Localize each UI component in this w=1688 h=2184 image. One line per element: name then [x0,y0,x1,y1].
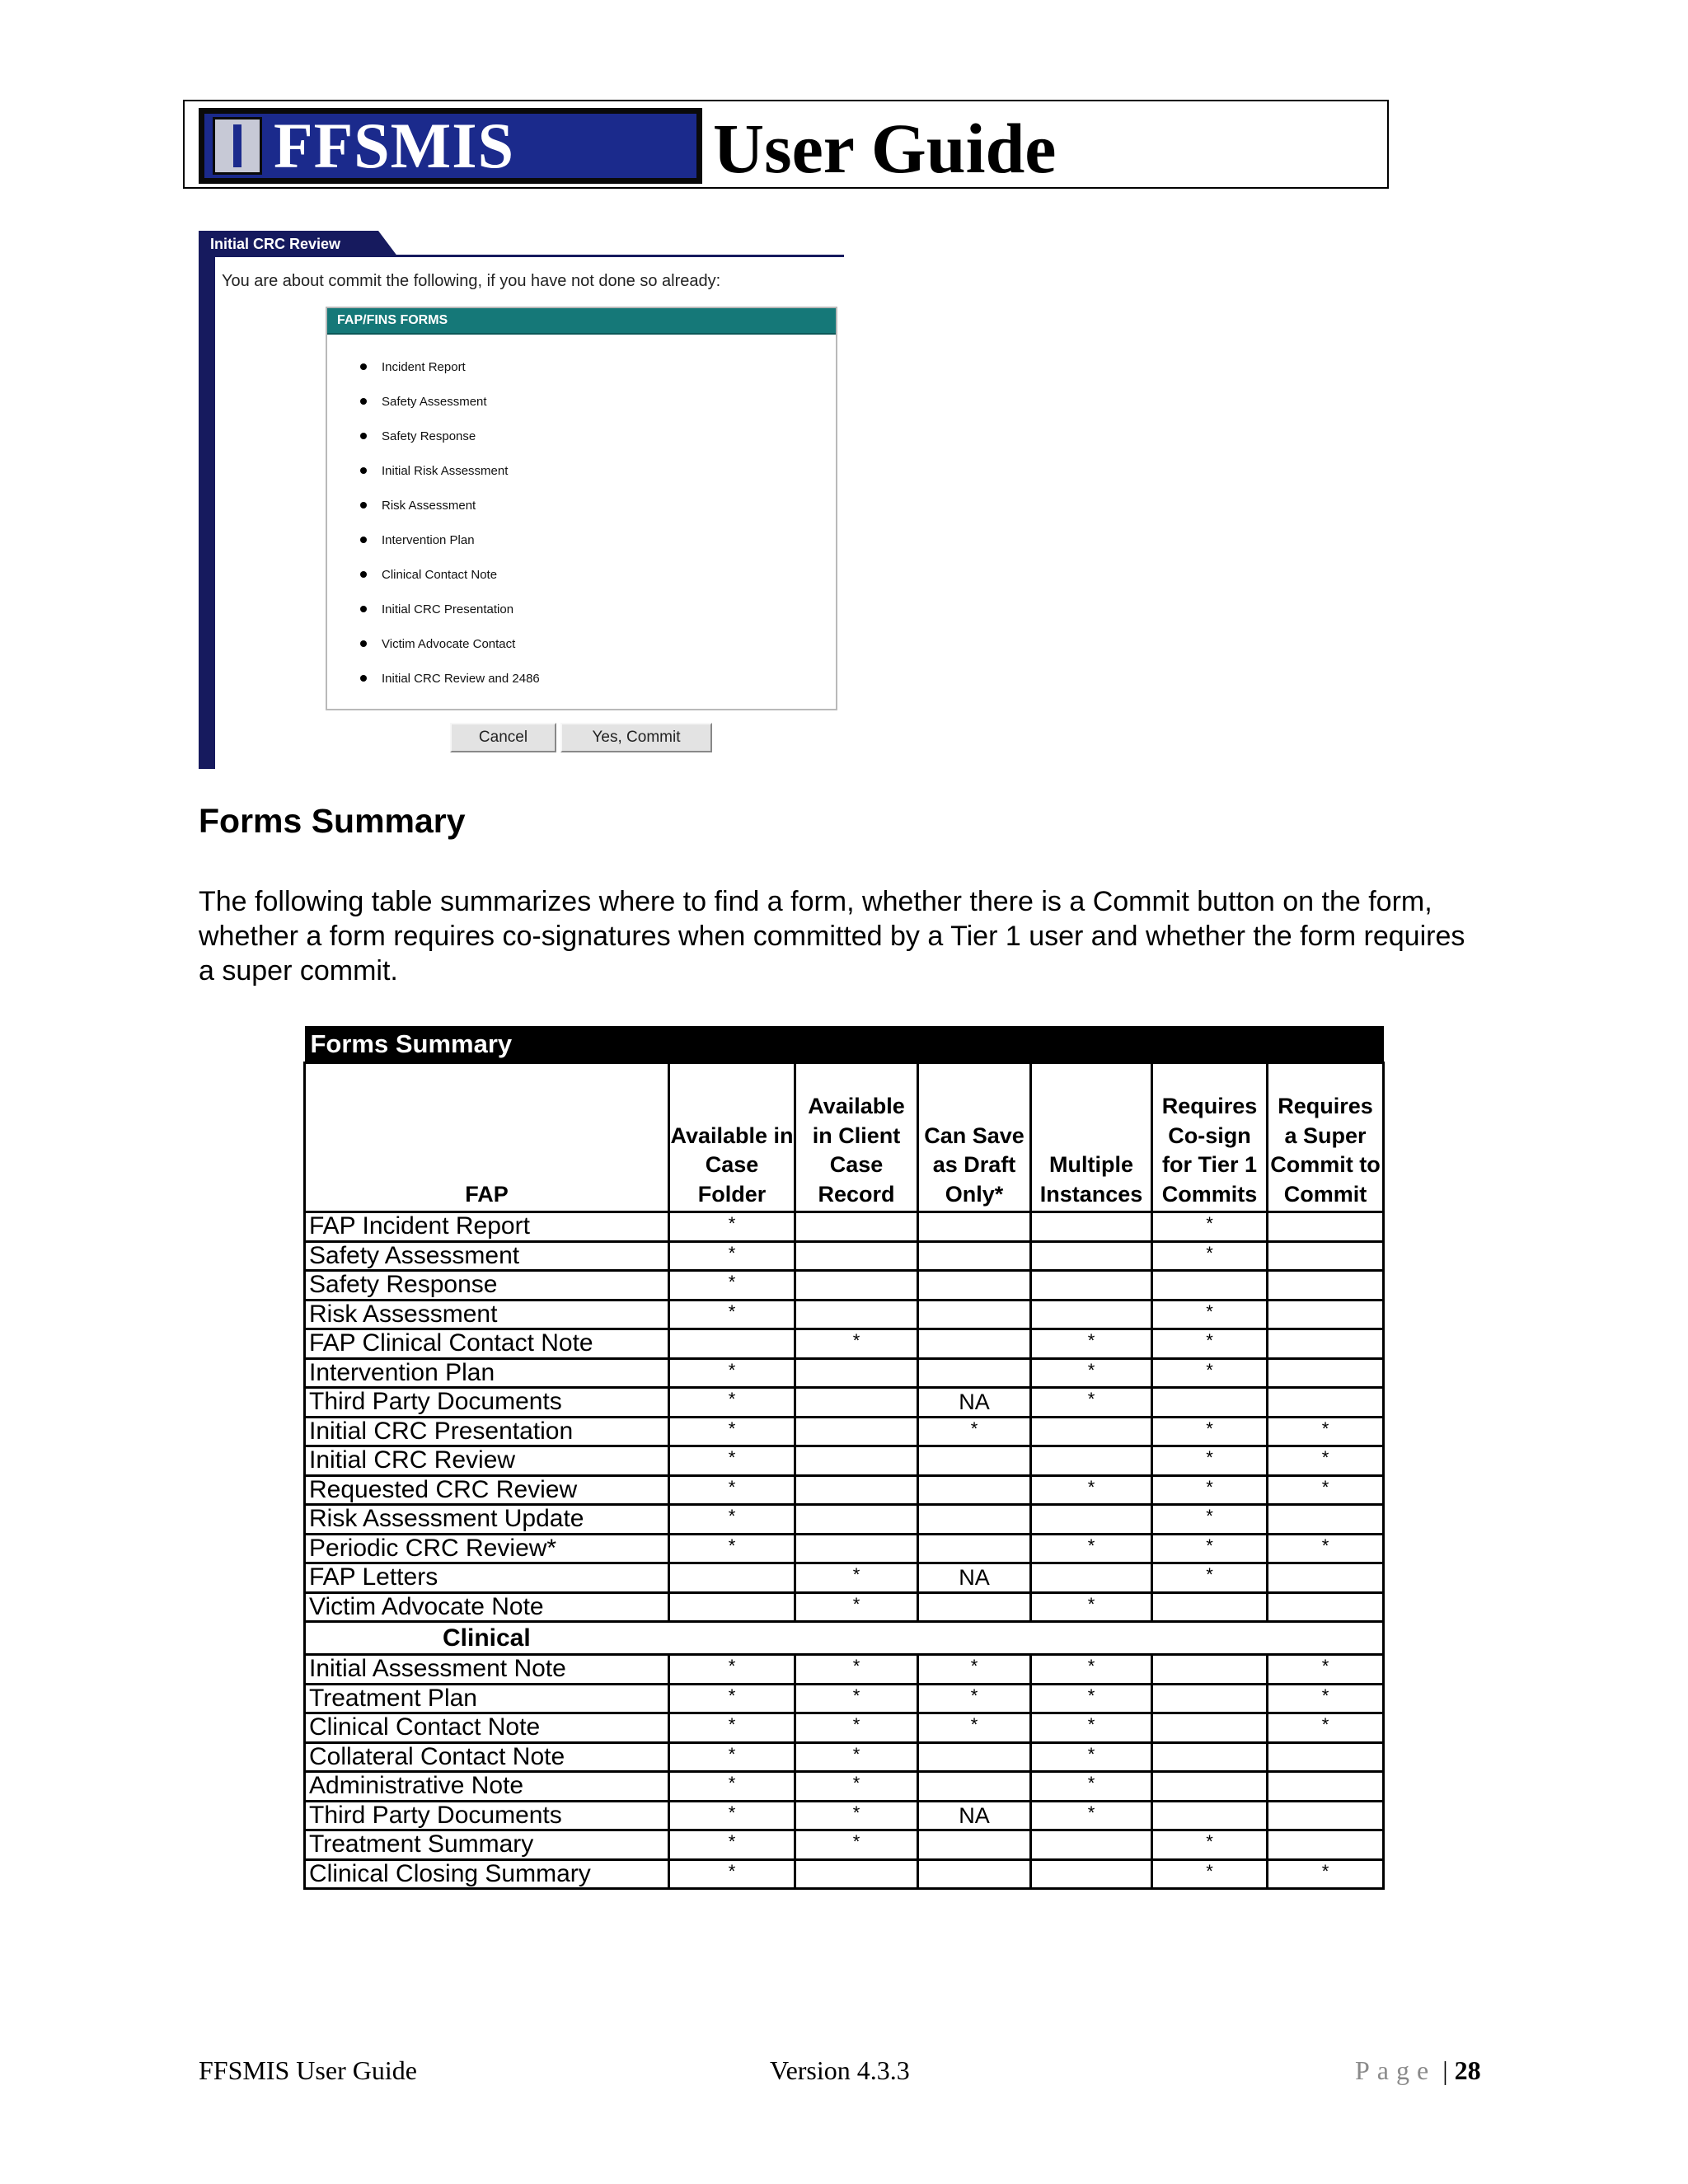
bullet-icon [360,433,367,439]
table-cell: * [669,1212,795,1242]
table-cell: * [1268,1713,1384,1743]
form-name-cell: Safety Assessment [305,1241,669,1271]
table-row [305,1417,1384,1446]
table-cell: * [1031,1475,1152,1505]
column-header: Requires Co-sign for Tier 1 Commits [1152,1063,1268,1212]
forms-list-item [360,523,540,557]
forms-list-item [360,453,540,488]
form-name-cell: Risk Assessment Update [305,1505,669,1535]
forms-box-title: FAP/FINS FORMS [327,308,836,335]
form-name-cell: FAP Clinical Contact Note [305,1329,669,1359]
table-cell: * [1031,1742,1152,1772]
table-cell [795,1271,918,1301]
intro-paragraph: The following table summarizes where to find a form, whether there is a Commit button on the form, whether a form requires co-signatures when committed by a Tier 1 user and whether the form requires a super commit. [199,886,1465,987]
table-cell [918,1358,1031,1388]
column-header: Available in Case Folder [669,1063,795,1212]
table-cell [1152,1742,1268,1772]
table-cell: * [1152,1212,1268,1242]
table-row [305,1684,1384,1713]
bullet-icon [360,502,367,509]
form-name-cell: Initial CRC Review [305,1446,669,1476]
table-cell: * [795,1592,918,1622]
table-cell [1268,1742,1384,1772]
table-cell [918,1534,1031,1563]
bullet-icon [360,398,367,405]
table-cell: * [1268,1417,1384,1446]
table-row [305,1358,1384,1388]
form-name-cell: Risk Assessment [305,1300,669,1329]
form-name-cell: Periodic CRC Review* [305,1534,669,1563]
forms-list-item-label: Initial Risk Assessment [382,463,509,478]
table-row [305,1271,1384,1301]
table-cell: * [1268,1475,1384,1505]
forms-list-item-label: Risk Assessment [382,498,476,513]
table-cell: * [669,1684,795,1713]
table-cell [1268,1388,1384,1418]
table-cell [669,1592,795,1622]
table-cell: * [1152,1505,1268,1535]
table-cell: * [795,1563,918,1593]
table-row [305,1742,1384,1772]
table-row [305,1300,1384,1329]
table-cell [918,1241,1031,1271]
table-cell: * [1031,1592,1152,1622]
page-label: Page [1355,2055,1437,2085]
logo-text: FFSMIS [274,110,515,181]
table-cell [1268,1271,1384,1301]
form-name-cell: Requested CRC Review [305,1475,669,1505]
table-cell [1268,1212,1384,1242]
table-cell: * [795,1830,918,1860]
table-cell: * [669,1713,795,1743]
table-header-row [305,1063,1384,1212]
table-cell: * [795,1655,918,1685]
dialog-left-bar [199,231,215,769]
table-cell [795,1859,918,1889]
table-cell: * [795,1742,918,1772]
forms-list-item [360,488,540,523]
table-cell: * [918,1713,1031,1743]
dialog-tab[interactable]: Initial CRC Review [199,231,378,257]
table-cell: * [1152,1300,1268,1329]
forms-list-item-label: Victim Advocate Contact [382,636,516,651]
table-cell [795,1212,918,1242]
table-title-row [305,1026,1384,1063]
table-cell: * [1152,1859,1268,1889]
forms-list-item-label: Safety Response [382,429,476,443]
table-cell: * [669,1534,795,1563]
table-cell [1268,1563,1384,1593]
table-row [305,1534,1384,1563]
footer-doc-name: FFSMIS User Guide [199,2055,417,2085]
table-cell: * [795,1772,918,1802]
table-cell [1031,1446,1152,1476]
form-name-cell: Administrative Note [305,1772,669,1802]
footer-version: Version 4.3.3 [770,2055,910,2085]
form-name-cell: Collateral Contact Note [305,1742,669,1772]
table-cell [669,1563,795,1593]
table-cell: * [1031,1713,1152,1743]
table-row [305,1859,1384,1889]
forms-box [326,307,837,710]
table-cell: NA [918,1388,1031,1418]
table-cell [918,1592,1031,1622]
lighthouse-icon [213,117,262,175]
form-name-cell: Clinical Closing Summary [305,1859,669,1889]
table-cell [918,1742,1031,1772]
column-header: Requires a Super Commit to Commit [1268,1063,1384,1212]
cancel-button[interactable]: Cancel [450,723,556,752]
forms-list-item-label: Clinical Contact Note [382,567,498,582]
table-cell: * [669,1801,795,1830]
bullet-icon [360,675,367,682]
dialog-tab-underline [363,255,844,257]
table-row [305,1563,1384,1593]
form-name-cell: Third Party Documents [305,1801,669,1830]
table-cell: * [1031,1534,1152,1563]
column-header: Multiple Instances [1031,1063,1152,1212]
form-name-cell: Intervention Plan [305,1358,669,1388]
table-cell [918,1475,1031,1505]
table-cell: * [1031,1388,1152,1418]
table-cell: * [1268,1655,1384,1685]
forms-list-item-label: Safety Assessment [382,394,487,409]
table-cell [1268,1505,1384,1535]
table-cell [918,1212,1031,1242]
header-title: User Guide [713,109,1057,188]
table-cell: * [1268,1534,1384,1563]
table-cell [1152,1388,1268,1418]
table-cell [1152,1655,1268,1685]
table-cell [1031,1417,1152,1446]
table-cell [795,1300,918,1329]
clinical-section-row [305,1622,1384,1655]
form-name-cell: Victim Advocate Note [305,1592,669,1622]
table-cell [1152,1592,1268,1622]
table-cell [1268,1592,1384,1622]
table-cell: * [1268,1684,1384,1713]
forms-list-item-label: Initial CRC Review and 2486 [382,671,540,686]
table-cell: * [1031,1358,1152,1388]
bullet-icon [360,467,367,474]
table-row [305,1713,1384,1743]
table-cell [1152,1684,1268,1713]
form-name-cell: Initial Assessment Note [305,1655,669,1685]
table-row [305,1801,1384,1830]
form-name-cell: Third Party Documents [305,1388,669,1418]
table-cell: * [918,1684,1031,1713]
table-cell: * [669,1859,795,1889]
table-cell [918,1772,1031,1802]
form-name-cell: Treatment Summary [305,1830,669,1860]
table-row [305,1830,1384,1860]
clinical-section-label: Clinical [305,1622,1384,1655]
table-cell: * [795,1713,918,1743]
table-cell: * [669,1446,795,1476]
table-cell [1268,1830,1384,1860]
forms-list-item [360,557,540,592]
table-cell: * [1031,1329,1152,1359]
table-cell: * [669,1830,795,1860]
table-row [305,1592,1384,1622]
table-cell: * [918,1417,1031,1446]
form-name-cell: Treatment Plan [305,1684,669,1713]
table-cell: * [1152,1358,1268,1388]
forms-list-item-label: Intervention Plan [382,532,475,547]
table-cell: * [669,1358,795,1388]
commit-dialog [199,231,844,769]
table-cell: * [1031,1655,1152,1685]
table-cell: * [669,1271,795,1301]
table-cell: * [669,1388,795,1418]
table-cell: * [669,1655,795,1685]
table-cell: * [669,1772,795,1802]
table-cell [918,1329,1031,1359]
table-cell: * [1152,1446,1268,1476]
table-cell: * [1152,1534,1268,1563]
table-cell [795,1475,918,1505]
table-cell [1268,1300,1384,1329]
table-row [305,1772,1384,1802]
section-title: Forms Summary [199,802,466,840]
table-cell: * [1031,1801,1152,1830]
ffsmis-logo [199,108,702,184]
table-row [305,1655,1384,1685]
table-cell: * [1268,1446,1384,1476]
bullet-icon [360,363,367,370]
table-cell: * [1152,1475,1268,1505]
form-name-cell: Clinical Contact Note [305,1713,669,1743]
forms-list-item [360,661,540,696]
table-cell [1268,1801,1384,1830]
footer-page: Page | 28 [1355,2055,1481,2085]
table-cell [795,1534,918,1563]
table-cell: * [918,1655,1031,1685]
table-cell [918,1859,1031,1889]
table-cell [1031,1212,1152,1242]
table-cell: * [669,1417,795,1446]
yes-commit-button[interactable]: Yes, Commit [560,723,712,752]
forms-list-item-label: Incident Report [382,359,466,374]
table-cell: * [669,1241,795,1271]
table-cell: * [795,1329,918,1359]
table-cell [1152,1713,1268,1743]
table-row [305,1388,1384,1418]
form-name-cell: FAP Letters [305,1563,669,1593]
forms-list [360,349,540,696]
table-cell: * [1152,1417,1268,1446]
table-cell: * [669,1505,795,1535]
table-cell: * [1152,1329,1268,1359]
forms-list-item-label: Initial CRC Presentation [382,602,514,616]
forms-list-item [360,419,540,453]
dialog-message: You are about commit the following, if you have not done so already: [222,272,721,290]
document-header [183,100,1389,189]
column-header: Can Save as Draft Only* [918,1063,1031,1212]
bullet-icon [360,571,367,578]
table-cell [918,1505,1031,1535]
table-title: Forms Summary [305,1026,1384,1063]
table-cell: * [1152,1563,1268,1593]
table-row [305,1446,1384,1476]
table-cell [918,1830,1031,1860]
table-cell [1152,1801,1268,1830]
table-cell: * [1268,1859,1384,1889]
table-cell [795,1358,918,1388]
table-cell [918,1446,1031,1476]
table-cell [1268,1241,1384,1271]
form-name-cell: Initial CRC Presentation [305,1417,669,1446]
table-cell: * [669,1475,795,1505]
table-cell: * [795,1684,918,1713]
table-cell [795,1417,918,1446]
table-cell: * [795,1801,918,1830]
forms-list-item [360,592,540,626]
forms-summary-table [303,1026,1385,1890]
bullet-icon [360,606,367,612]
table-cell: * [1031,1772,1152,1802]
table-cell: * [1152,1830,1268,1860]
table-row [305,1329,1384,1359]
forms-list-item [360,384,540,419]
table-cell [795,1241,918,1271]
bullet-icon [360,640,367,647]
page-number: 28 [1454,2055,1481,2085]
table-row [305,1212,1384,1242]
table-cell [1031,1241,1152,1271]
table-cell [1031,1830,1152,1860]
table-cell [1031,1563,1152,1593]
form-name-cell: Safety Response [305,1271,669,1301]
table-cell: NA [918,1801,1031,1830]
table-cell: * [1152,1241,1268,1271]
table-cell [918,1271,1031,1301]
table-cell [795,1446,918,1476]
table-row [305,1241,1384,1271]
table-cell [1268,1772,1384,1802]
table-cell [1031,1271,1152,1301]
bullet-icon [360,537,367,543]
table-cell [669,1329,795,1359]
table-row [305,1475,1384,1505]
form-name-cell: FAP Incident Report [305,1212,669,1242]
forms-list-item [360,626,540,661]
column-header: Available in Client Case Record [795,1063,918,1212]
table-cell [795,1505,918,1535]
table-cell [1031,1300,1152,1329]
table-cell [795,1388,918,1418]
table-cell [918,1300,1031,1329]
table-cell: * [669,1742,795,1772]
column-header: FAP [305,1063,669,1212]
table-cell [1268,1329,1384,1359]
table-cell: * [1031,1684,1152,1713]
forms-list-item [360,349,540,384]
table-cell: NA [918,1563,1031,1593]
table-row [305,1505,1384,1535]
table-cell [1031,1505,1152,1535]
table-cell [1031,1859,1152,1889]
table-cell [1268,1358,1384,1388]
table-cell [1152,1271,1268,1301]
table-cell: * [669,1300,795,1329]
table-cell [1152,1772,1268,1802]
